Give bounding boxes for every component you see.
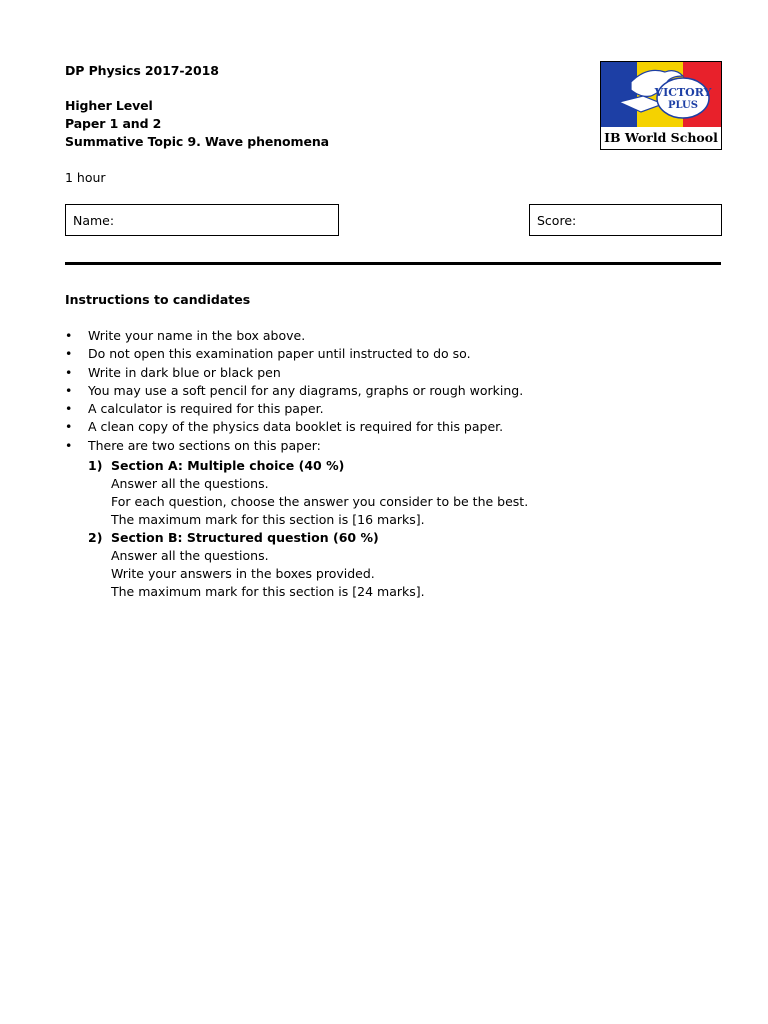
- name-field[interactable]: [65, 204, 339, 236]
- section-line: For each question, choose the answer you consider to be the best.: [111, 494, 529, 509]
- divider-rule: [65, 262, 721, 265]
- logo-text-plus: PLUS: [668, 100, 698, 111]
- section-b: [88, 529, 528, 601]
- list-item: • Write in dark blue or black pen: [65, 364, 523, 382]
- section-heading: Section B: Structured question (60 %): [111, 530, 379, 545]
- bullet-icon: •: [65, 419, 73, 435]
- list-item: • A calculator is required for this paper.: [65, 400, 523, 418]
- instructions-list: [65, 327, 523, 455]
- exam-sections: [88, 457, 528, 601]
- instructions-title: Instructions to candidates: [65, 292, 251, 307]
- list-item: • There are two sections on this paper:: [65, 437, 523, 455]
- name-label: Name:: [73, 213, 115, 228]
- section-a: [88, 457, 528, 529]
- score-label: Score:: [537, 213, 577, 228]
- paper-label: Paper 1 and 2: [65, 116, 162, 131]
- list-item: • Write your name in the box above.: [65, 327, 523, 345]
- bullet-icon: •: [65, 346, 73, 362]
- section-line: The maximum mark for this section is [16 marks].: [111, 512, 425, 527]
- bullet-icon: •: [65, 364, 73, 380]
- bullet-icon: •: [65, 437, 73, 453]
- topic-label: Summative Topic 9. Wave phenomena: [65, 134, 329, 149]
- section-heading: Section A: Multiple choice (40 %): [111, 458, 345, 473]
- section-line: Write your answers in the boxes provided.: [111, 566, 375, 581]
- bullet-icon: •: [65, 328, 73, 343]
- score-field[interactable]: [529, 204, 722, 236]
- bullet-icon: •: [65, 382, 73, 398]
- section-line: Answer all the questions.: [111, 476, 269, 491]
- list-item: • You may use a soft pencil for any diagrams, graphs or rough working.: [65, 382, 523, 400]
- section-number: 2): [88, 530, 103, 545]
- bullet-icon: •: [65, 401, 73, 417]
- logo-blue-band: [601, 62, 637, 128]
- list-item: • A clean copy of the physics data booklet is required for this paper.: [65, 418, 523, 436]
- list-item: • Do not open this examination paper until instructed to do so.: [65, 345, 523, 363]
- section-line: Answer all the questions.: [111, 548, 269, 563]
- logo-caption: IB World School: [601, 127, 721, 149]
- section-line: The maximum mark for this section is [24 marks].: [111, 584, 425, 599]
- level-label: Higher Level: [65, 98, 153, 113]
- course-title: DP Physics 2017-2018: [65, 63, 219, 78]
- duration-label: 1 hour: [65, 170, 106, 185]
- school-logo: [600, 61, 722, 150]
- section-number: 1): [88, 458, 103, 473]
- logo-text-victory: VICTORY: [654, 86, 712, 99]
- victory-plus-emblem: [601, 62, 721, 128]
